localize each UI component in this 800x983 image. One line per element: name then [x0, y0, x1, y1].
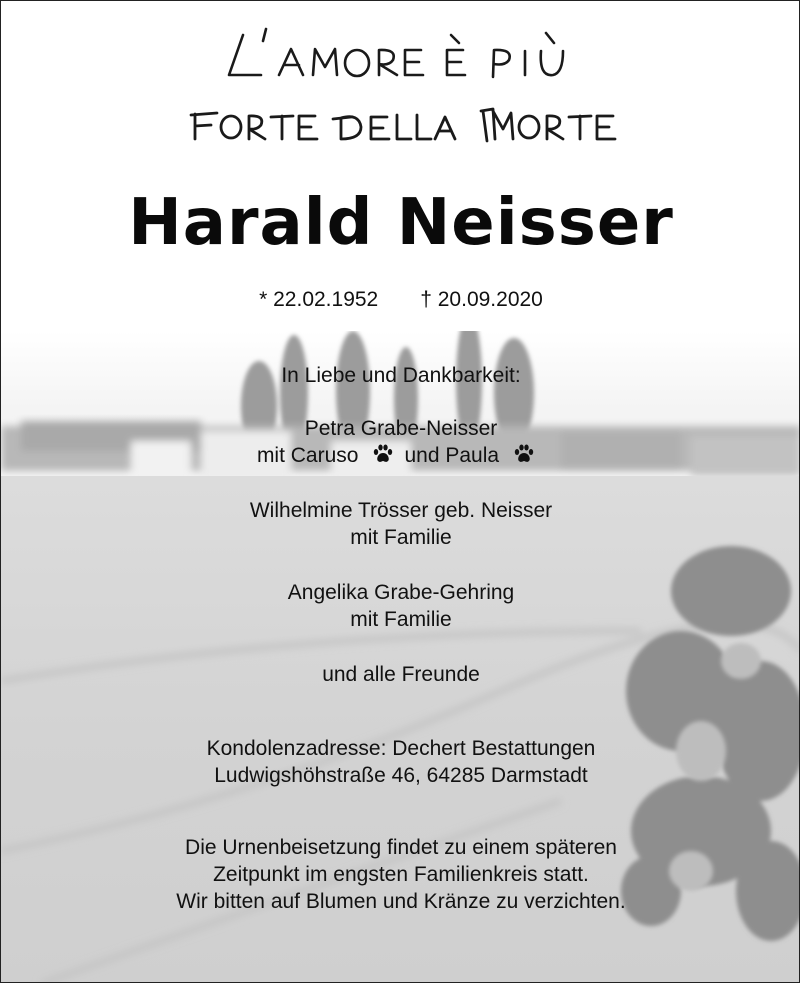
notice-line-3: Wir bitten auf Blumen und Kränze zu verzichten.: [176, 890, 626, 913]
deceased-name: Harald Neisser: [128, 186, 674, 260]
notice-line-1: Die Urnenbeisetzung findet zu einem späteren: [185, 836, 617, 859]
notice-line-2: Zeitpunkt im engsten Familienkreis statt.: [213, 863, 589, 886]
condolence-address-line-1: Kondolenzadresse: Dechert Bestattungen: [206, 737, 596, 760]
mourner-2-name: Wilhelmine Trösser geb. Neisser: [249, 499, 553, 522]
mourner-1-pets: [1, 442, 800, 469]
handwriting-motto-1: [221, 23, 581, 93]
pet-2-label: und Paula: [404, 444, 500, 467]
pet-1-label: mit Caruso: [256, 444, 359, 467]
mourner-1-name: Petra Grabe-Neisser: [304, 417, 498, 440]
mourner-2-suffix: mit Familie: [350, 526, 452, 549]
life-dates: [1, 288, 800, 312]
death-date: † 20.09.2020: [420, 288, 543, 311]
condolence-address-line-2: Ludwigshöhstraße 46, 64285 Darmstadt: [214, 764, 588, 787]
paw-print-icon: [372, 444, 394, 464]
friends-line: und alle Freunde: [322, 663, 480, 686]
motto-line-1: [1, 23, 800, 93]
mourners-intro: In Liebe und Dankbarkeit:: [281, 364, 521, 387]
birth-date: * 22.02.1952: [259, 288, 379, 311]
mourner-3-name: Angelika Grabe-Gehring: [287, 581, 515, 604]
motto-line-2: [1, 101, 800, 153]
notice-content: [1, 1, 800, 983]
mourner-3-suffix: mit Familie: [350, 608, 452, 631]
handwriting-motto-2: [181, 101, 621, 153]
paw-print-icon: [513, 444, 535, 464]
